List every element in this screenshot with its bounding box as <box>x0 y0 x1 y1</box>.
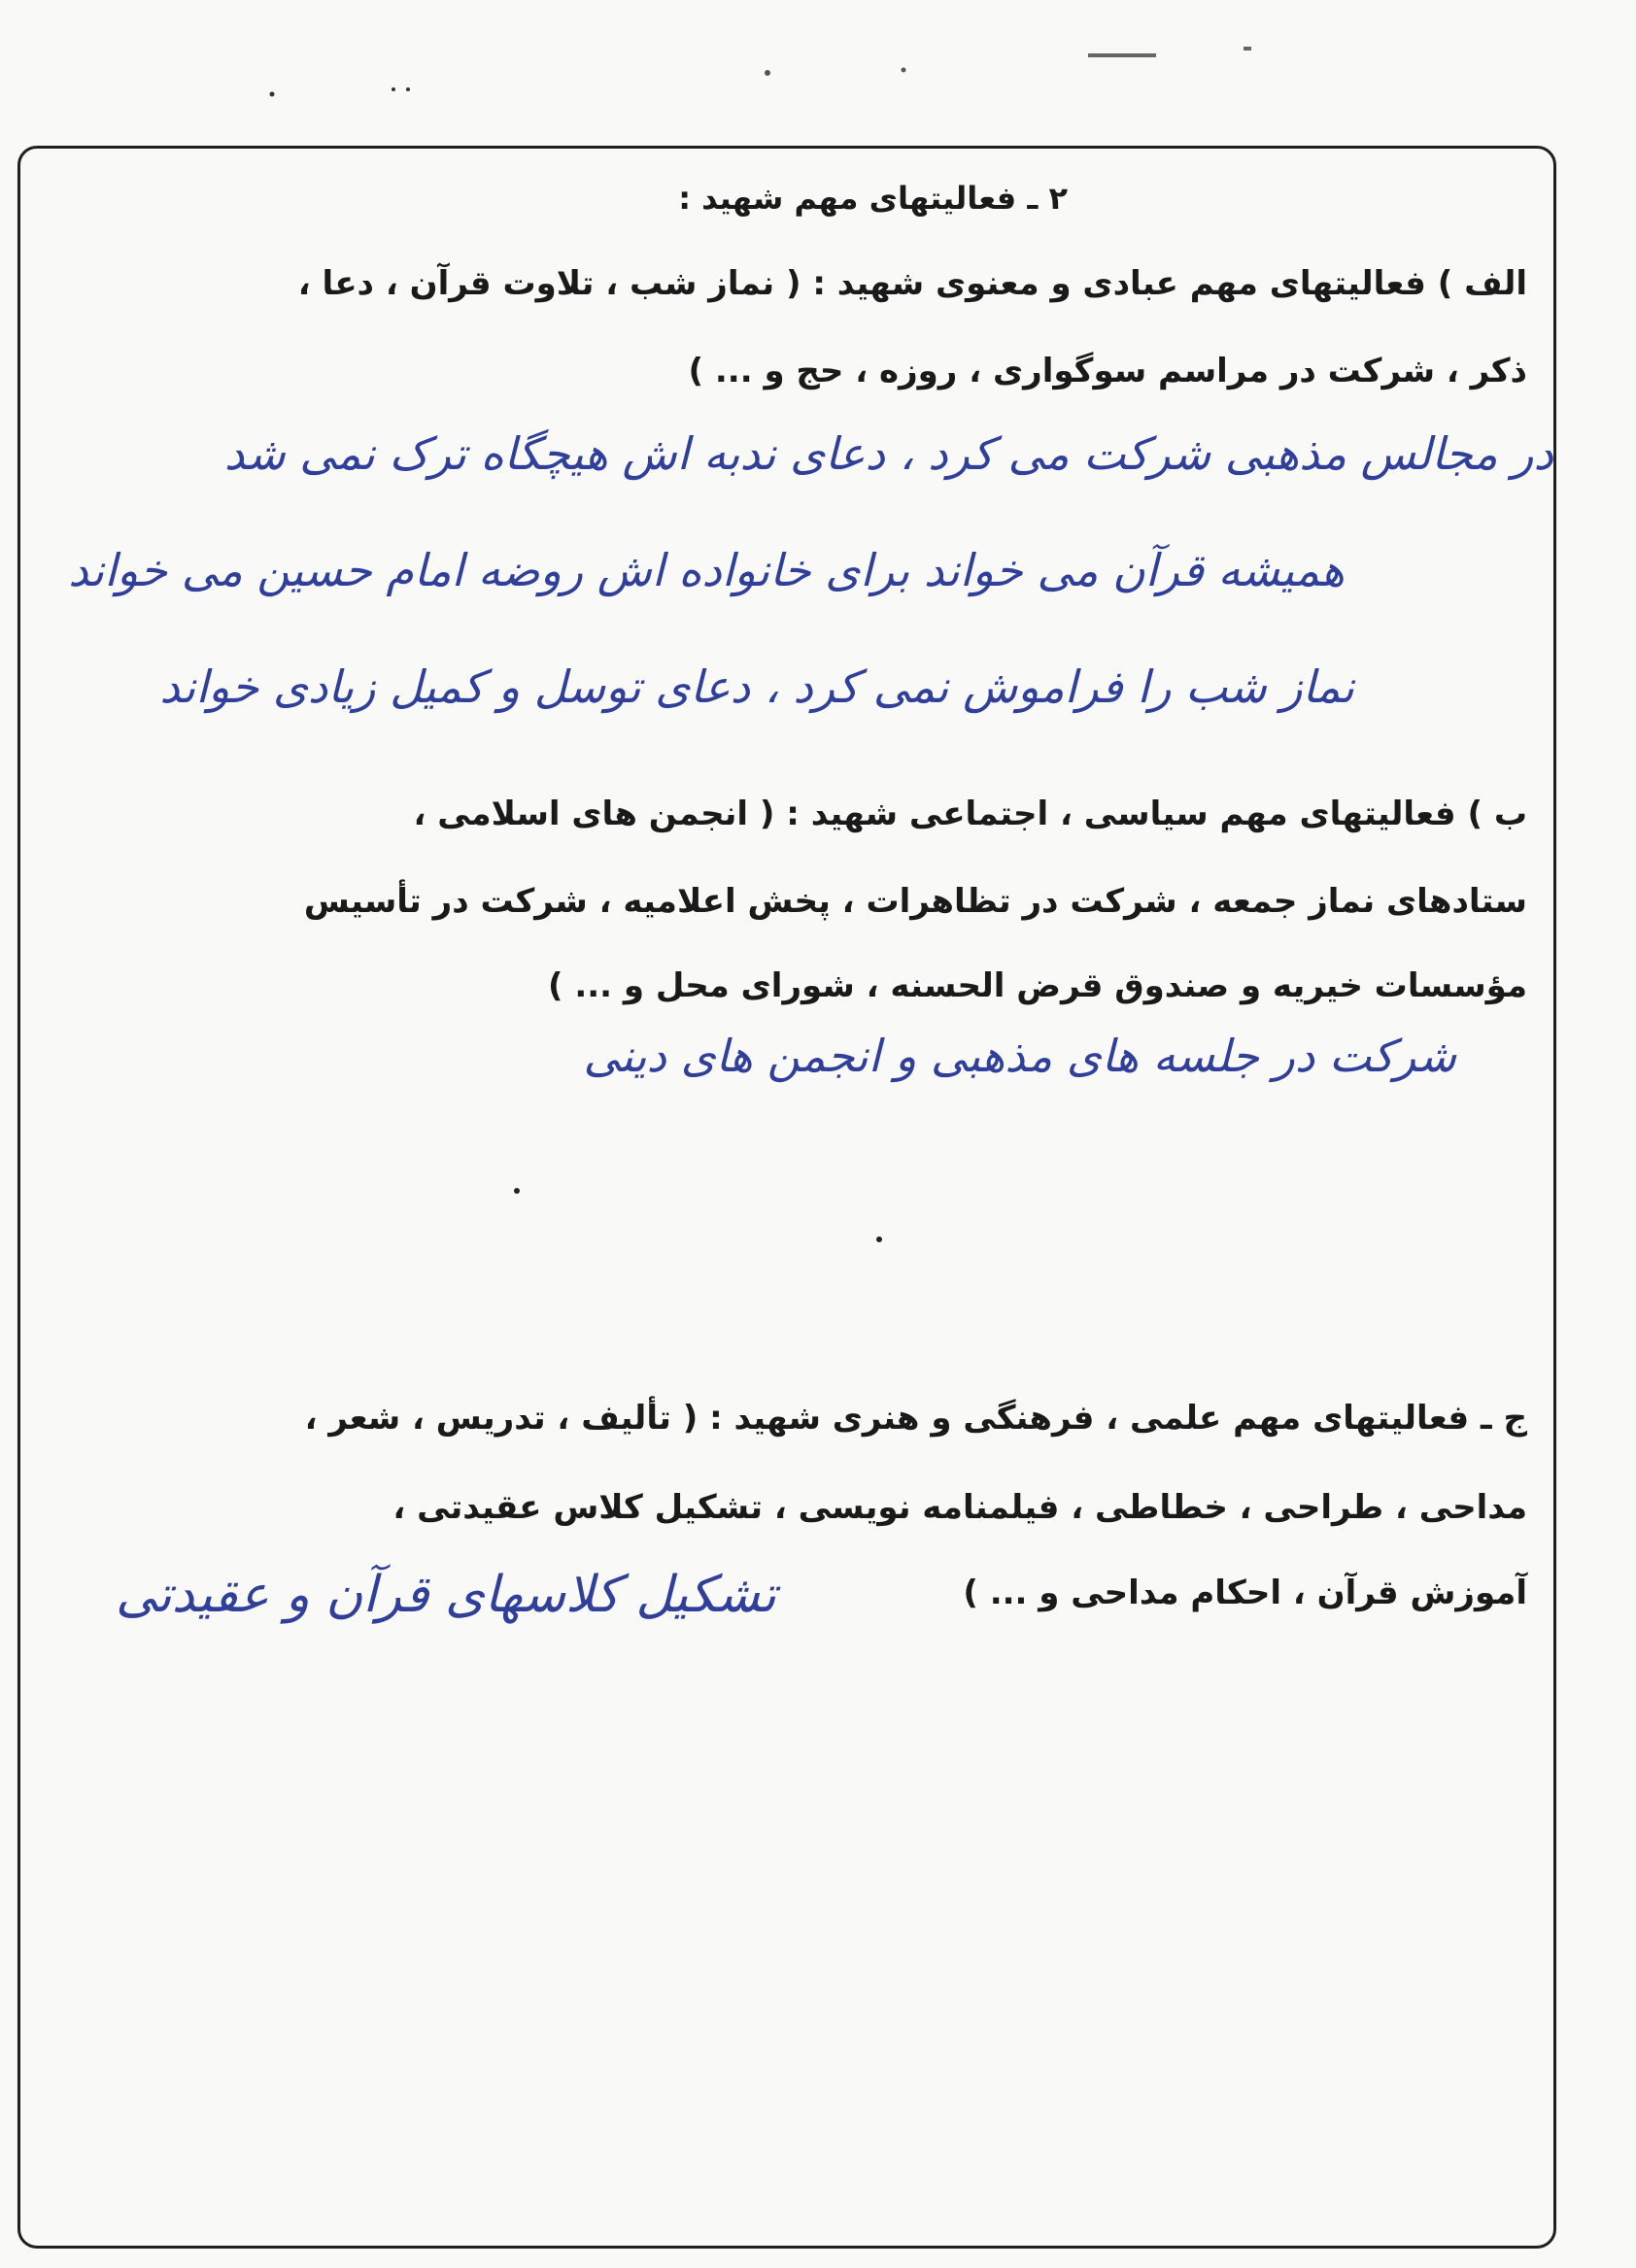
part-a-prompt-line-2: ذکر ، شرکت در مراسم سوگواری ، روزه ، حج و ... ) <box>688 352 1527 390</box>
scan-specks <box>0 0 1636 155</box>
part-c-handwritten-line-1: تشکیل کلاسهای قرآن و عقیدتی <box>115 1566 776 1624</box>
part-b-prompt-line-2: ستادهای نماز جمعه ، شرکت در تظاهرات ، پخش اعلامیه ، شرکت در تأسیس <box>303 882 1527 921</box>
section-heading: ۲ ـ فعالیتهای مهم شهید : <box>678 180 1068 217</box>
part-a-handwritten-line-2: همیشه قرآن می خواند برای خانواده اش روضه امام حسین می خواند <box>68 544 1345 596</box>
part-c-prompt-line-1: ج ـ فعالیتهای مهم علمی ، فرهنگی و هنری شهید : ( تألیف ، تدریس ، شعر ، <box>304 1399 1527 1438</box>
part-b-handwritten-line-1: شرکت در جلسه های مذهبی و انجمن های دینی <box>583 1030 1456 1082</box>
part-a-handwritten-line-3: نماز شب را فراموش نمی کرد ، دعای توسل و کمیل زیادی خواند <box>159 660 1354 713</box>
part-b-prompt-line-3: مؤسسات خیریه و صندوق قرض الحسنه ، شورای محل و ... ) <box>547 966 1527 1005</box>
part-a-handwritten-line-1: در مجالس مذهبی شرکت می کرد ، دعای ندبه اش هیچگاه ترک نمی شد <box>223 427 1553 480</box>
part-a-prompt-line-1: الف ) فعالیتهای مهم عبادی و معنوی شهید : ( نماز شب ، تلاوت قرآن ، دعا ، <box>297 264 1527 303</box>
part-c-prompt-line-3: آموزش قرآن ، احکام مداحی و ... ) <box>963 1574 1527 1612</box>
part-b-prompt-line-1: ب ) فعالیتهای مهم سیاسی ، اجتماعی شهید : ( انجمن های اسلامی ، <box>413 795 1527 833</box>
part-c-prompt-line-2: مداحی ، طراحی ، خطاطی ، فیلمنامه نویسی ، تشکیل کلاس عقیدتی ، <box>392 1488 1527 1527</box>
scan-dots <box>0 1166 1636 1282</box>
